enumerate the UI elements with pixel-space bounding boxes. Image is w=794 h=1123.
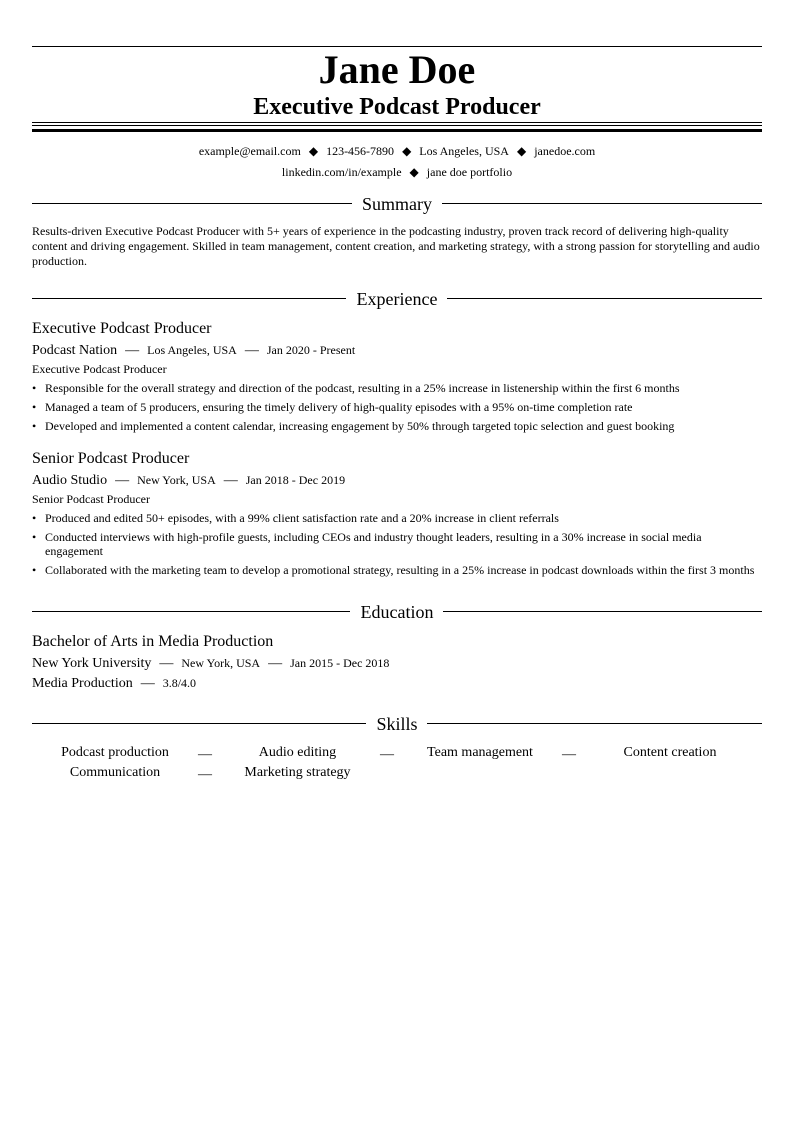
job-title: Executive Podcast Producer — [32, 320, 212, 337]
bullet-icon: • — [32, 563, 37, 577]
list-item — [32, 419, 762, 433]
list-item — [32, 530, 760, 558]
skill-item: Team management — [427, 745, 533, 760]
summary-section-header — [32, 193, 762, 215]
skill-item: Podcast production — [61, 745, 169, 760]
dash-separator: — — [244, 343, 259, 358]
experience-heading: Experience — [356, 289, 438, 309]
contact-linkedin[interactable]: linkedin.com/in/example — [281, 165, 402, 179]
contact-website[interactable]: janedoe.com — [534, 144, 596, 158]
contact-line-1 — [32, 143, 762, 159]
job-meta — [32, 341, 355, 360]
bullet-text: Managed a team of 5 producers, ensuring the timely delivery of high-quality episodes with a 95% on-time completion rate — [45, 400, 633, 414]
job-bullets — [32, 381, 762, 438]
skill-separator: — — [198, 747, 212, 762]
dash-separator: — — [268, 656, 283, 671]
diamond-separator-icon: ◆ — [516, 144, 527, 158]
list-item — [32, 563, 760, 577]
skills-section-header — [32, 713, 762, 735]
skill-item: Communication — [69, 765, 161, 780]
diamond-separator-icon: ◆ — [409, 165, 419, 179]
job-company: Audio Studio — [32, 473, 108, 488]
skill-item: Marketing strategy — [244, 765, 351, 780]
education-section-header — [32, 601, 762, 623]
field-of-study: Media Production — [32, 676, 133, 691]
header-rule-thin-2 — [32, 125, 762, 126]
skill-separator: — — [562, 747, 576, 762]
job-title: Senior Podcast Producer — [32, 450, 190, 467]
job-location: New York, USA — [137, 473, 216, 487]
summary-text: Results-driven Executive Podcast Producer with 5+ years of experience in the podcasting industry, proven track record of delivering high-quality content and driving engagement. Skilled in team management, content creation, and marketing strategy, with a strong passion for storytelling and audio production. — [32, 224, 760, 268]
bullet-icon: • — [32, 381, 37, 395]
job-location: Los Angeles, USA — [147, 343, 237, 357]
bullet-text: Produced and edited 50+ episodes, with a 99% client satisfaction rate and a 20% increase in client referrals — [45, 511, 559, 525]
job-bullets — [32, 511, 760, 582]
education-meta — [32, 654, 389, 673]
school-location: New York, USA — [181, 656, 261, 670]
job-company: Podcast Nation — [32, 343, 118, 358]
skill-separator: — — [380, 747, 394, 762]
job-dates: Jan 2020 - Present — [266, 343, 356, 357]
header-rule-thin-1 — [32, 122, 762, 123]
gpa: 3.8/4.0 — [162, 676, 197, 690]
experience-section-header — [32, 288, 762, 310]
list-item — [32, 381, 762, 395]
bullet-text: Developed and implemented a content calendar, increasing engagement by 50% through targeted topic selection and guest booking — [45, 419, 675, 433]
bullet-text: Collaborated with the marketing team to develop a promotional strategy, resulting in a 25% increase in podcast downloads within the first 3 months — [45, 563, 755, 577]
education-field — [32, 674, 196, 693]
skills-heading: Skills — [376, 714, 418, 734]
list-item — [32, 511, 760, 525]
school-name: New York University — [32, 656, 152, 671]
diamond-separator-icon: ◆ — [308, 144, 319, 158]
dash-separator: — — [115, 473, 130, 488]
bullet-text: Conducted interviews with high-profile guests, including CEOs and industry thought leaders, resulting in a 30% increase in social media engagement — [45, 530, 702, 558]
bullet-icon: • — [32, 419, 37, 433]
bullet-text: Responsible for the overall strategy and direction of the podcast, resulting in a 25% increase in listenership within the first 6 months — [45, 381, 680, 395]
candidate-name: Jane Doe — [318, 47, 476, 92]
summary-heading: Summary — [362, 194, 432, 214]
skill-separator: — — [198, 767, 212, 782]
diamond-separator-icon: ◆ — [402, 144, 412, 158]
contact-email[interactable]: example@email.com — [198, 144, 301, 158]
candidate-title: Executive Podcast Producer — [253, 94, 541, 120]
skill-item: Audio editing — [258, 745, 337, 760]
dash-separator: — — [125, 343, 140, 358]
degree-title: Bachelor of Arts in Media Production — [32, 633, 274, 650]
job-dates: Jan 2018 - Dec 2019 — [245, 473, 346, 487]
bullet-icon: • — [32, 511, 37, 525]
dash-separator: — — [140, 676, 155, 691]
school-dates: Jan 2015 - Dec 2018 — [290, 656, 390, 670]
dash-separator: — — [223, 473, 238, 488]
header-rule-thick — [32, 129, 762, 132]
bullet-icon: • — [32, 400, 37, 414]
bullet-icon: • — [32, 530, 37, 544]
contact-portfolio[interactable]: jane doe portfolio — [426, 165, 513, 179]
list-item — [32, 400, 762, 414]
dash-separator: — — [159, 656, 174, 671]
contact-location: Los Angeles, USA — [419, 144, 509, 158]
job-meta — [32, 471, 345, 490]
contact-line-2 — [32, 164, 762, 180]
skill-item: Content creation — [623, 745, 717, 760]
contact-phone[interactable]: 123-456-7890 — [326, 144, 395, 158]
education-heading: Education — [360, 602, 434, 622]
job-role: Executive Podcast Producer — [32, 362, 167, 376]
job-role: Senior Podcast Producer — [32, 492, 150, 506]
